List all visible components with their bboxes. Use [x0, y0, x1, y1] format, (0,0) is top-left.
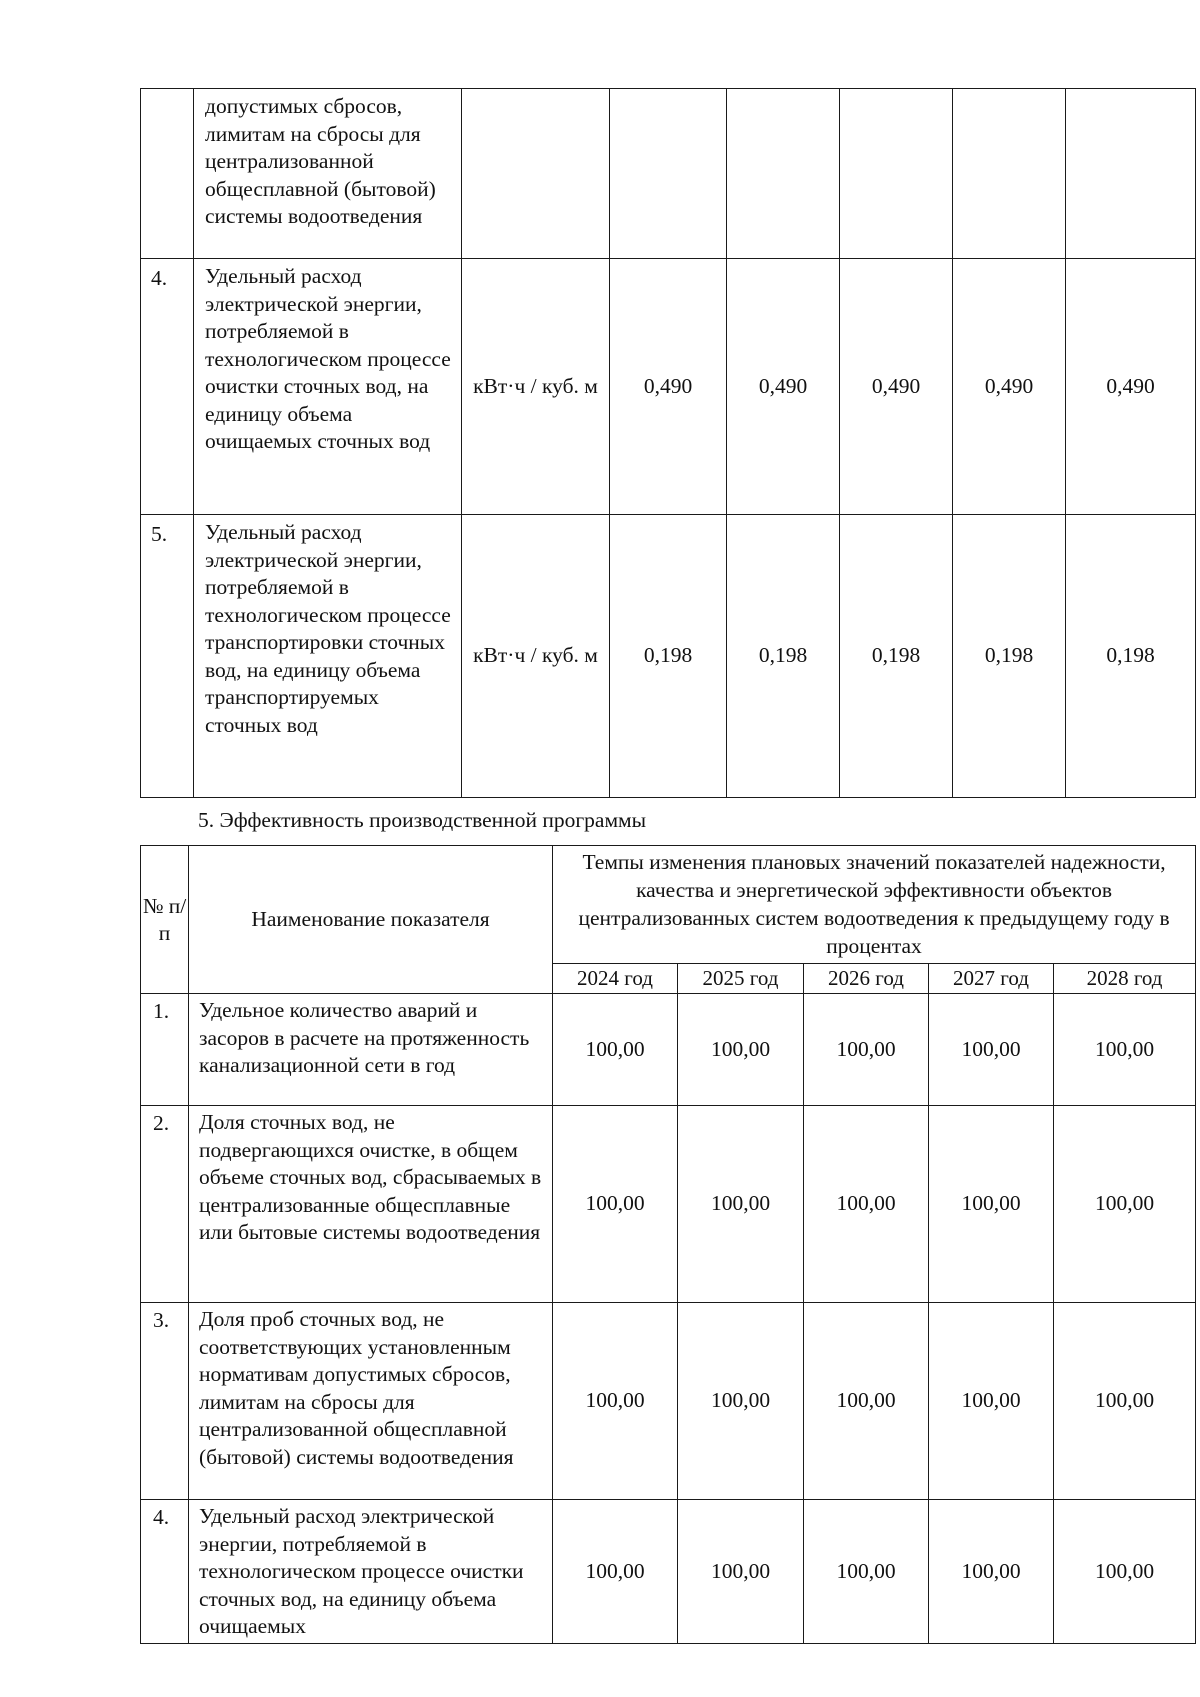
value-cell: 100,00 — [929, 1303, 1054, 1500]
value-cell: 100,00 — [1054, 1500, 1196, 1644]
header-row — [141, 846, 1196, 964]
table-row — [141, 1500, 1196, 1644]
indicator-name: Удельное количество аварий и засоров в расчете на протяженность канализационной сети в год — [189, 994, 553, 1106]
unit-cell — [462, 89, 610, 259]
value-cell — [840, 89, 953, 259]
value-cell: 0,198 — [610, 515, 727, 798]
value-cell: 100,00 — [929, 1106, 1054, 1303]
value-cell: 100,00 — [929, 1500, 1054, 1644]
value-cell: 100,00 — [929, 994, 1054, 1106]
table-row — [141, 515, 1196, 798]
indicator-name: допустимых сбросов, лимитам на сбросы для централизованной общесплавной (бытовой) системы водоотведения — [194, 89, 462, 259]
value-cell: 100,00 — [678, 1500, 804, 1644]
header-year: 2027 год — [929, 964, 1054, 994]
indicator-name: Доля сточных вод, не подвергающихся очистке, в общем объеме сточных вод, сбрасываемых в централизованные общесплавные или бытовые системы водоотведения — [189, 1106, 553, 1303]
header-year: 2026 год — [804, 964, 929, 994]
value-cell: 100,00 — [1054, 1303, 1196, 1500]
table-row — [141, 89, 1196, 259]
indicators-table — [140, 88, 1196, 798]
table-row — [141, 1106, 1196, 1303]
value-cell: 100,00 — [804, 1303, 929, 1500]
efficiency-table — [140, 845, 1196, 1644]
row-number: 4. — [141, 259, 194, 515]
value-cell: 100,00 — [553, 1303, 678, 1500]
row-number: 5. — [141, 515, 194, 798]
value-cell: 100,00 — [804, 1500, 929, 1644]
value-cell — [953, 89, 1066, 259]
value-cell: 100,00 — [678, 1106, 804, 1303]
value-cell — [610, 89, 727, 259]
value-cell: 100,00 — [553, 1500, 678, 1644]
indicator-name: Доля проб сточных вод, не соответствующих установленным нормативам допустимых сбросов, лимитам на сбросы для централизованной общесплавной (бытовой) системы водоотведения — [189, 1303, 553, 1500]
header-year: 2025 год — [678, 964, 804, 994]
value-cell: 100,00 — [678, 1303, 804, 1500]
header-year: 2028 год — [1054, 964, 1196, 994]
indicator-name: Удельный расход электрической энергии, потребляемой в технологическом процессе очистки сточных вод, на единицу объема очищаемых — [189, 1500, 553, 1644]
value-cell: 0,490 — [1066, 259, 1196, 515]
value-cell: 0,490 — [840, 259, 953, 515]
header-number: № п/ п — [141, 846, 189, 994]
value-cell: 100,00 — [1054, 994, 1196, 1106]
row-number: 1. — [141, 994, 189, 1106]
value-cell: 0,198 — [1066, 515, 1196, 798]
value-cell — [727, 89, 840, 259]
row-number: 3. — [141, 1303, 189, 1500]
value-cell: 0,490 — [610, 259, 727, 515]
value-cell: 100,00 — [553, 994, 678, 1106]
value-cell: 100,00 — [804, 1106, 929, 1303]
table-row — [141, 259, 1196, 515]
header-year: 2024 год — [553, 964, 678, 994]
value-cell: 0,490 — [727, 259, 840, 515]
indicator-name: Удельный расход электрической энергии, потребляемой в технологическом процессе транспортировки сточных вод, на единицу объема транспортируемых сточных вод — [194, 515, 462, 798]
section-title: 5. Эффективность производственной программы — [198, 808, 647, 832]
row-number: 4. — [141, 1500, 189, 1644]
unit-cell: кВт·ч / куб. м — [462, 259, 610, 515]
value-cell: 100,00 — [804, 994, 929, 1106]
value-cell: 100,00 — [553, 1106, 678, 1303]
value-cell: 0,198 — [953, 515, 1066, 798]
unit-cell: кВт·ч / куб. м — [462, 515, 610, 798]
value-cell: 0,490 — [953, 259, 1066, 515]
header-indicator-name: Наименование показателя — [189, 846, 553, 994]
table-row — [141, 994, 1196, 1106]
row-number: 2. — [141, 1106, 189, 1303]
value-cell: 100,00 — [678, 994, 804, 1106]
value-cell — [1066, 89, 1196, 259]
value-cell: 100,00 — [1054, 1106, 1196, 1303]
row-number — [141, 89, 194, 259]
value-cell: 0,198 — [727, 515, 840, 798]
header-group: Темпы изменения плановых значений показателей надежности, качества и энергетической эффективности объектов централизованных систем водоотведения к предыдущему году в процентах — [553, 846, 1196, 964]
value-cell: 0,198 — [840, 515, 953, 798]
table-row — [141, 1303, 1196, 1500]
indicator-name: Удельный расход электрической энергии, потребляемой в технологическом процессе очистки сточных вод, на единицу объема очищаемых сточных вод — [194, 259, 462, 515]
